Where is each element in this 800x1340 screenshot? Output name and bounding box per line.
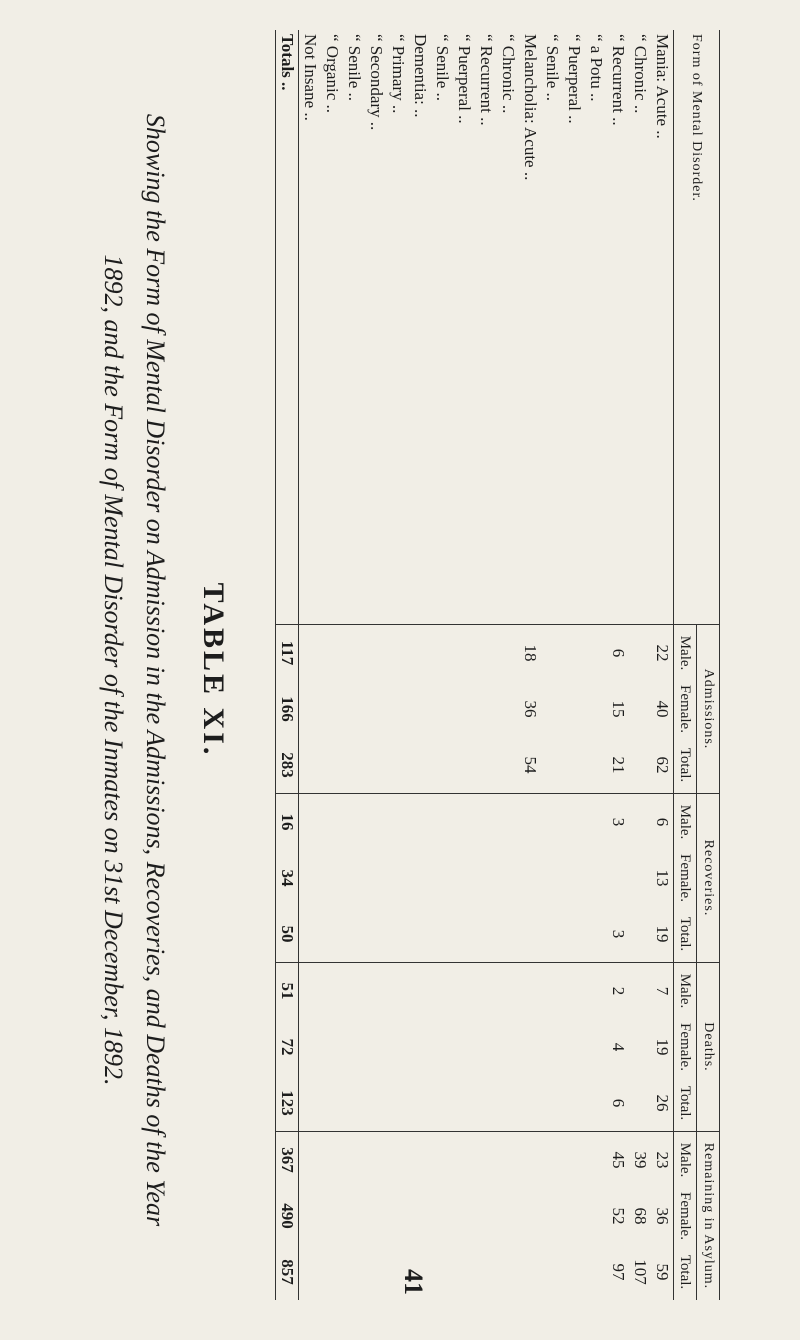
cell-value <box>431 963 453 1020</box>
cell-value <box>343 850 365 906</box>
cell-value <box>299 1019 322 1075</box>
cell-value: 52 <box>609 1207 628 1225</box>
cell-value <box>519 963 541 1020</box>
cell-value <box>453 1132 475 1189</box>
cell-value <box>453 906 475 963</box>
cell-value <box>387 737 409 794</box>
table-row <box>519 30 541 1300</box>
cell-value <box>563 737 585 794</box>
table-row <box>431 30 453 1300</box>
cell-value <box>343 1244 365 1300</box>
cell-value <box>365 963 387 1020</box>
cell-value <box>519 1244 541 1300</box>
table-row <box>497 30 519 1300</box>
cell-value <box>365 1244 387 1300</box>
cell-value <box>475 850 497 906</box>
cell-value <box>475 963 497 1020</box>
cell-value <box>541 906 563 963</box>
cell-value <box>409 1188 431 1244</box>
table-title: TABLE XI. <box>197 582 230 758</box>
cell-value: 107 <box>631 1259 650 1285</box>
table-row <box>343 30 365 1300</box>
cell-value <box>497 963 519 1020</box>
header-admissions: Admissions. <box>697 625 720 794</box>
cell-value <box>387 1244 409 1300</box>
cell-value <box>629 625 651 682</box>
cell-value <box>365 906 387 963</box>
table-row <box>409 30 431 1300</box>
cell-value: 36 <box>653 1207 672 1225</box>
cell-value: 6 <box>609 1098 628 1108</box>
cell-value <box>453 1019 475 1075</box>
cell-value <box>475 794 497 851</box>
cell-value <box>629 850 651 906</box>
table-row <box>453 30 475 1300</box>
cell-value: 36 <box>521 700 540 718</box>
cell-value <box>365 794 387 851</box>
cell-value <box>321 1132 343 1189</box>
header-male: Male. <box>674 794 697 851</box>
cell-value <box>585 1244 607 1300</box>
cell-value <box>475 625 497 682</box>
cell-value <box>453 681 475 737</box>
cell-value <box>321 963 343 1020</box>
cell-value <box>431 850 453 906</box>
cell-value <box>387 906 409 963</box>
header-form: Form of Mental Disorder. <box>689 34 705 202</box>
cell-value <box>431 625 453 682</box>
cell-value <box>431 1075 453 1132</box>
cell-value <box>365 1019 387 1075</box>
cell-value <box>585 963 607 1020</box>
cell-value <box>541 794 563 851</box>
cell-value <box>321 850 343 906</box>
header-deaths: Deaths. <box>697 963 720 1132</box>
cell-value <box>453 625 475 682</box>
cell-value <box>387 963 409 1020</box>
cell-value <box>299 906 322 963</box>
cell-value <box>497 794 519 851</box>
cell-value <box>387 681 409 737</box>
cell-value <box>431 1019 453 1075</box>
cell-value: 22 <box>651 625 674 682</box>
cell-value <box>475 1075 497 1132</box>
row-label: “ Recurrent .. <box>477 34 496 126</box>
cell-value <box>541 625 563 682</box>
cell-value <box>321 625 343 682</box>
cell-value: 97 <box>609 1263 628 1281</box>
cell-value <box>541 1244 563 1300</box>
row-label: Mania: Acute .. <box>653 34 672 139</box>
cell-value <box>343 1019 365 1075</box>
row-label: “ Senile .. <box>433 34 452 102</box>
cell-value <box>321 1019 343 1075</box>
header-female: Female. <box>677 685 694 733</box>
cell-value: 15 <box>609 700 628 718</box>
cell-value <box>409 1075 431 1132</box>
row-label: “ Recurrent .. <box>609 34 628 126</box>
cell-value <box>409 1019 431 1075</box>
cell-value <box>475 906 497 963</box>
cell-value <box>299 737 322 794</box>
cell-value <box>387 1188 409 1244</box>
cell-value <box>519 1075 541 1132</box>
cell-value <box>519 906 541 963</box>
cell-value <box>321 681 343 737</box>
cell-value <box>321 1244 343 1300</box>
cell-value <box>321 1075 343 1132</box>
cell-value <box>629 794 651 851</box>
cell-value: 50 <box>276 906 299 963</box>
row-label: “ Organic .. <box>323 34 342 113</box>
cell-value <box>585 1188 607 1244</box>
cell-value <box>387 1019 409 1075</box>
cell-value <box>387 1132 409 1189</box>
header-total: Total. <box>677 916 694 952</box>
row-label: “ Senile .. <box>543 34 562 102</box>
table-row <box>475 30 497 1300</box>
cell-value: 40 <box>653 700 672 718</box>
cell-value <box>299 963 322 1020</box>
row-label: “ Chronic .. <box>499 34 518 114</box>
cell-value <box>299 1244 322 1300</box>
cell-value <box>585 1132 607 1189</box>
cell-value <box>299 1188 322 1244</box>
header-total: Total. <box>677 1254 694 1290</box>
table-row <box>585 30 607 1300</box>
row-label: “ Primary .. <box>389 34 408 114</box>
cell-value: 54 <box>521 756 540 774</box>
cell-value <box>497 1075 519 1132</box>
cell-value <box>365 1075 387 1132</box>
cell-value <box>365 737 387 794</box>
cell-value <box>541 1019 563 1075</box>
table-row <box>387 30 409 1300</box>
cell-value: 857 <box>276 1244 299 1300</box>
cell-value <box>453 794 475 851</box>
cell-value <box>343 737 365 794</box>
cell-value <box>585 1075 607 1132</box>
cell-value <box>299 681 322 737</box>
cell-value <box>299 794 322 851</box>
cell-value <box>387 1075 409 1132</box>
cell-value <box>563 963 585 1020</box>
cell-value: 19 <box>653 1038 672 1056</box>
cell-value <box>475 737 497 794</box>
cell-value: 34 <box>276 850 299 906</box>
cell-value: 13 <box>653 869 672 887</box>
header-male: Male. <box>674 625 697 682</box>
cell-value <box>343 1132 365 1189</box>
cell-value <box>431 681 453 737</box>
cell-value <box>585 737 607 794</box>
cell-value <box>365 681 387 737</box>
cell-value <box>343 963 365 1020</box>
cell-value <box>629 963 651 1020</box>
cell-value: 2 <box>607 963 629 1020</box>
cell-value <box>497 1188 519 1244</box>
cell-value: 23 <box>651 1132 674 1189</box>
cell-value <box>409 681 431 737</box>
cell-value <box>519 1188 541 1244</box>
cell-value: 39 <box>629 1132 651 1189</box>
cell-value <box>629 1075 651 1132</box>
cell-value <box>365 625 387 682</box>
cell-value <box>475 681 497 737</box>
header-male: Male. <box>674 1132 697 1189</box>
cell-value <box>409 794 431 851</box>
cell-value <box>299 625 322 682</box>
cell-value <box>453 1244 475 1300</box>
cell-value: 26 <box>653 1094 672 1112</box>
cell-value: 6 <box>651 794 674 851</box>
cell-value <box>497 850 519 906</box>
cell-value: 62 <box>653 756 672 774</box>
header-female: Female. <box>677 1192 694 1240</box>
cell-value <box>519 1019 541 1075</box>
header-total: Total. <box>677 747 694 783</box>
row-label: “ Puerperal .. <box>565 34 584 124</box>
cell-value: 123 <box>276 1075 299 1132</box>
cell-value <box>629 1019 651 1075</box>
cell-value: 283 <box>276 737 299 794</box>
cell-value <box>563 1075 585 1132</box>
row-label: “ Puerperal .. <box>455 34 474 124</box>
cell-value: 367 <box>276 1132 299 1189</box>
cell-value: 68 <box>631 1207 650 1225</box>
table-row <box>541 30 563 1300</box>
cell-value <box>409 625 431 682</box>
cell-value <box>321 1188 343 1244</box>
row-label: Dementia: .. <box>411 34 430 118</box>
cell-value <box>629 681 651 737</box>
totals-row <box>276 30 299 1300</box>
table-body <box>276 30 674 1300</box>
cell-value: 45 <box>607 1132 629 1189</box>
cell-value <box>497 737 519 794</box>
cell-value <box>431 906 453 963</box>
cell-value <box>343 681 365 737</box>
cell-value <box>387 794 409 851</box>
subtitle-line-1: Showing the Form of Mental Disorder on Admission in the Admissions, Recoveries, and Deaths of the Year <box>141 113 170 1227</box>
cell-value <box>475 1244 497 1300</box>
cell-value: 166 <box>276 681 299 737</box>
cell-value: 117 <box>276 625 299 682</box>
header-male: Male. <box>674 963 697 1020</box>
cell-value <box>475 1019 497 1075</box>
cell-value <box>299 1132 322 1189</box>
row-label: Melancholia: Acute .. <box>521 34 540 181</box>
cell-value <box>541 963 563 1020</box>
row-label: “ a Potu .. <box>587 34 606 102</box>
cell-value: 3 <box>607 794 629 851</box>
cell-value: 3 <box>609 929 628 939</box>
subtitle-line-2: 1892, and the Form of Mental Disorder of the Inmates on 31st December, 1892. <box>99 254 128 1086</box>
cell-value <box>431 794 453 851</box>
cell-value <box>321 906 343 963</box>
cell-value <box>497 1244 519 1300</box>
table-row <box>651 30 674 1300</box>
cell-value <box>453 1188 475 1244</box>
table-row <box>365 30 387 1300</box>
cell-value <box>541 1188 563 1244</box>
cell-value <box>453 1075 475 1132</box>
header-female: Female. <box>677 1023 694 1071</box>
cell-value <box>541 1075 563 1132</box>
cell-value: 18 <box>519 625 541 682</box>
cell-value <box>409 1244 431 1300</box>
cell-value <box>585 794 607 851</box>
cell-value <box>299 1075 322 1132</box>
cell-value <box>563 1132 585 1189</box>
row-label: “ Secondary .. <box>367 34 386 131</box>
cell-value <box>343 794 365 851</box>
cell-value <box>497 906 519 963</box>
cell-value: 4 <box>609 1042 628 1052</box>
cell-value <box>497 1132 519 1189</box>
cell-value <box>629 737 651 794</box>
cell-value <box>343 906 365 963</box>
cell-value <box>563 625 585 682</box>
cell-value <box>563 906 585 963</box>
table-row <box>629 30 651 1300</box>
cell-value <box>585 1019 607 1075</box>
cell-value <box>409 737 431 794</box>
cell-value <box>431 737 453 794</box>
cell-value <box>497 1019 519 1075</box>
cell-value <box>475 1188 497 1244</box>
header-recoveries: Recoveries. <box>697 794 720 963</box>
cell-value <box>541 1132 563 1189</box>
cell-value <box>541 681 563 737</box>
cell-value <box>321 737 343 794</box>
cell-value <box>563 681 585 737</box>
cell-value <box>453 737 475 794</box>
cell-value <box>431 1244 453 1300</box>
table-row <box>321 30 343 1300</box>
cell-value <box>563 1244 585 1300</box>
cell-value: 16 <box>276 794 299 851</box>
cell-value <box>365 1132 387 1189</box>
table-row <box>607 30 629 1300</box>
cell-value <box>409 906 431 963</box>
cell-value <box>629 906 651 963</box>
cell-value <box>343 625 365 682</box>
cell-value <box>343 1188 365 1244</box>
cell-value <box>519 850 541 906</box>
page-number: 41 <box>399 1269 428 1295</box>
cell-value <box>497 681 519 737</box>
cell-value: 72 <box>276 1019 299 1075</box>
cell-value <box>343 1075 365 1132</box>
header-female: Female. <box>677 854 694 902</box>
cell-value: 6 <box>607 625 629 682</box>
cell-value <box>563 1188 585 1244</box>
cell-value <box>563 1019 585 1075</box>
cell-value <box>321 794 343 851</box>
cell-value <box>453 850 475 906</box>
header-total: Total. <box>677 1085 694 1121</box>
mental-disorder-table <box>275 30 720 1300</box>
cell-value <box>365 850 387 906</box>
row-label: “ Chronic .. <box>631 34 650 114</box>
cell-value <box>497 625 519 682</box>
cell-value <box>585 625 607 682</box>
row-label: Totals .. <box>276 30 299 625</box>
cell-value <box>409 963 431 1020</box>
table-row <box>563 30 585 1300</box>
row-label: Not Insane .. <box>301 34 320 121</box>
cell-value <box>519 1132 541 1189</box>
cell-value <box>519 794 541 851</box>
cell-value <box>563 850 585 906</box>
cell-value <box>431 1188 453 1244</box>
cell-value <box>541 737 563 794</box>
cell-value: 21 <box>609 756 628 774</box>
cell-value <box>453 963 475 1020</box>
cell-value <box>299 850 322 906</box>
row-label: “ Senile .. <box>345 34 364 102</box>
cell-value: 7 <box>651 963 674 1020</box>
cell-value: 51 <box>276 963 299 1020</box>
cell-value: 19 <box>653 925 672 943</box>
cell-value <box>563 794 585 851</box>
cell-value <box>585 681 607 737</box>
cell-value <box>585 850 607 906</box>
header-remaining: Remaining in Asylum. <box>697 1132 720 1301</box>
cell-value <box>607 850 629 906</box>
cell-value: 490 <box>276 1188 299 1244</box>
cell-value <box>409 1132 431 1189</box>
cell-value <box>541 850 563 906</box>
cell-value <box>431 1132 453 1189</box>
cell-value <box>475 1132 497 1189</box>
cell-value <box>409 850 431 906</box>
table-row <box>299 30 322 1300</box>
cell-value <box>365 1188 387 1244</box>
cell-value: 59 <box>653 1263 672 1281</box>
cell-value <box>387 625 409 682</box>
cell-value <box>585 906 607 963</box>
cell-value <box>387 850 409 906</box>
